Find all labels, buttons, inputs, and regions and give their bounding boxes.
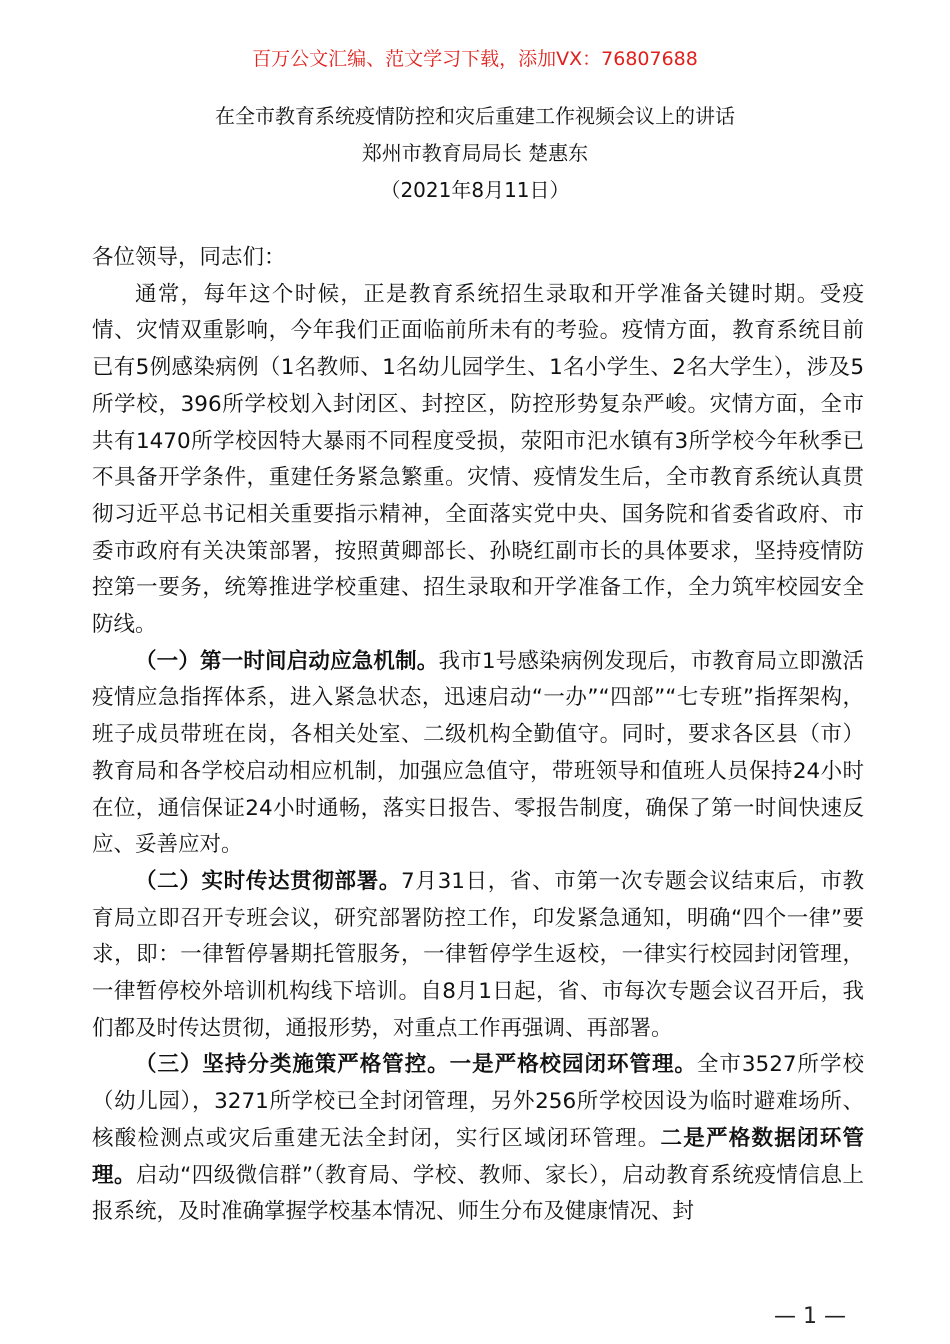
speaker-line: 郑州市教育局局长 楚惠东 [361,141,589,165]
document-title: 在全市教育系统疫情防控和灾后重建工作视频会议上的讲话 [215,104,735,128]
section-heading: （二）实时传达贯彻部署。 [135,868,402,894]
watermark-banner: 百万公文汇编、范文学习下载，添加VX：76807688 [252,48,698,70]
paragraph-section-1 [92,644,864,864]
subsection-heading: 二是严格数据闭环管理。 [92,1125,864,1188]
paragraph-intro [92,277,864,644]
page-number: — 1 — [774,1304,846,1329]
paragraph-text: 启动“四级微信群”（教育局、学校、教师、家长），启动教育系统疫情信息上报系统，及时准确掌握学校基本情况、师生分布及健康情况、封 [92,1162,864,1225]
page-footer [0,1304,950,1330]
salutation: 各位领导，同志们： [92,245,286,270]
section-heading: （一）第一时间启动应急机制。 [135,648,439,674]
paragraph-text: 我市1号感染病例发现后，市教育局立即激活疫情应急指挥体系，进入紧急状态，迅速启动“一办”“四部”“七专班”指挥架构，班子成员带班在岗，各相关处室、二级机构全勤值守。同时，要求各区县（市）教育局和各学校启动相应机制，加强应急值守，带班领导和值班人员保持24小时在位，通信保证24小时通畅，落实日报告、零报告制度，确保了第一时间快速反应、妥善应对。 [92,648,864,858]
date-line: （2021年8月11日） [380,178,570,202]
document-body [92,240,864,1231]
paragraph-text: 7月31日，省、市第一次专题会议结束后，市教育局立即召开专班会议，研究部署防控工作，印发紧急通知，明确“四个一律”要求，即：一律暂停暑期托管服务，一律暂停学生返校，一律实行校园封闭管理，一律暂停校外培训机构线下培训。自8月1日起，省、市每次专题会议召开后，我们都及时传达贯彻，通报形势，对重点工作再强调、再部署。 [92,868,864,1041]
paragraph-text: 全市3527所学校（幼儿园），3271所学校已全封闭管理，另外256所学校因设为临时避难场所、核酸检测点或灾后重建无法全封闭，实行区域闭环管理。 [92,1052,864,1151]
document-header [0,98,950,209]
section-heading: （三）坚持分类施策严格管控。一是严格校园闭环管理。 [135,1052,697,1078]
paragraph-text: 通常，每年这个时候，正是教育系统招生录取和开学准备关键时期。受疫情、灾情双重影响，今年我们正面临前所未有的考验。疫情方面，教育系统目前已有5例感染病例（1名教师、1名幼儿园学生、1名小学生、2名大学生），涉及5所学校，396所学校划入封闭区、封控区，防控形势复杂严峻。灾情方面，全市共有1470所学校因特大暴雨不同程度受损，荥阳市汜水镇有3所学校今年秋季已不具备开学条件，重建任务紧急繁重。灾情、疫情发生后，全市教育系统认真贯彻习近平总书记相关重要指示精神，全面落实党中央、国务院和省委省政府、市委市政府有关决策部署，按照黄卿部长、孙晓红副市长的具体要求，坚持疫情防控第一要务，统筹推进学校重建、招生录取和开学准备工作，全力筑牢校园安全防线。 [92,281,864,638]
paragraph-section-2 [92,864,864,1048]
paragraph-section-3 [92,1047,864,1231]
